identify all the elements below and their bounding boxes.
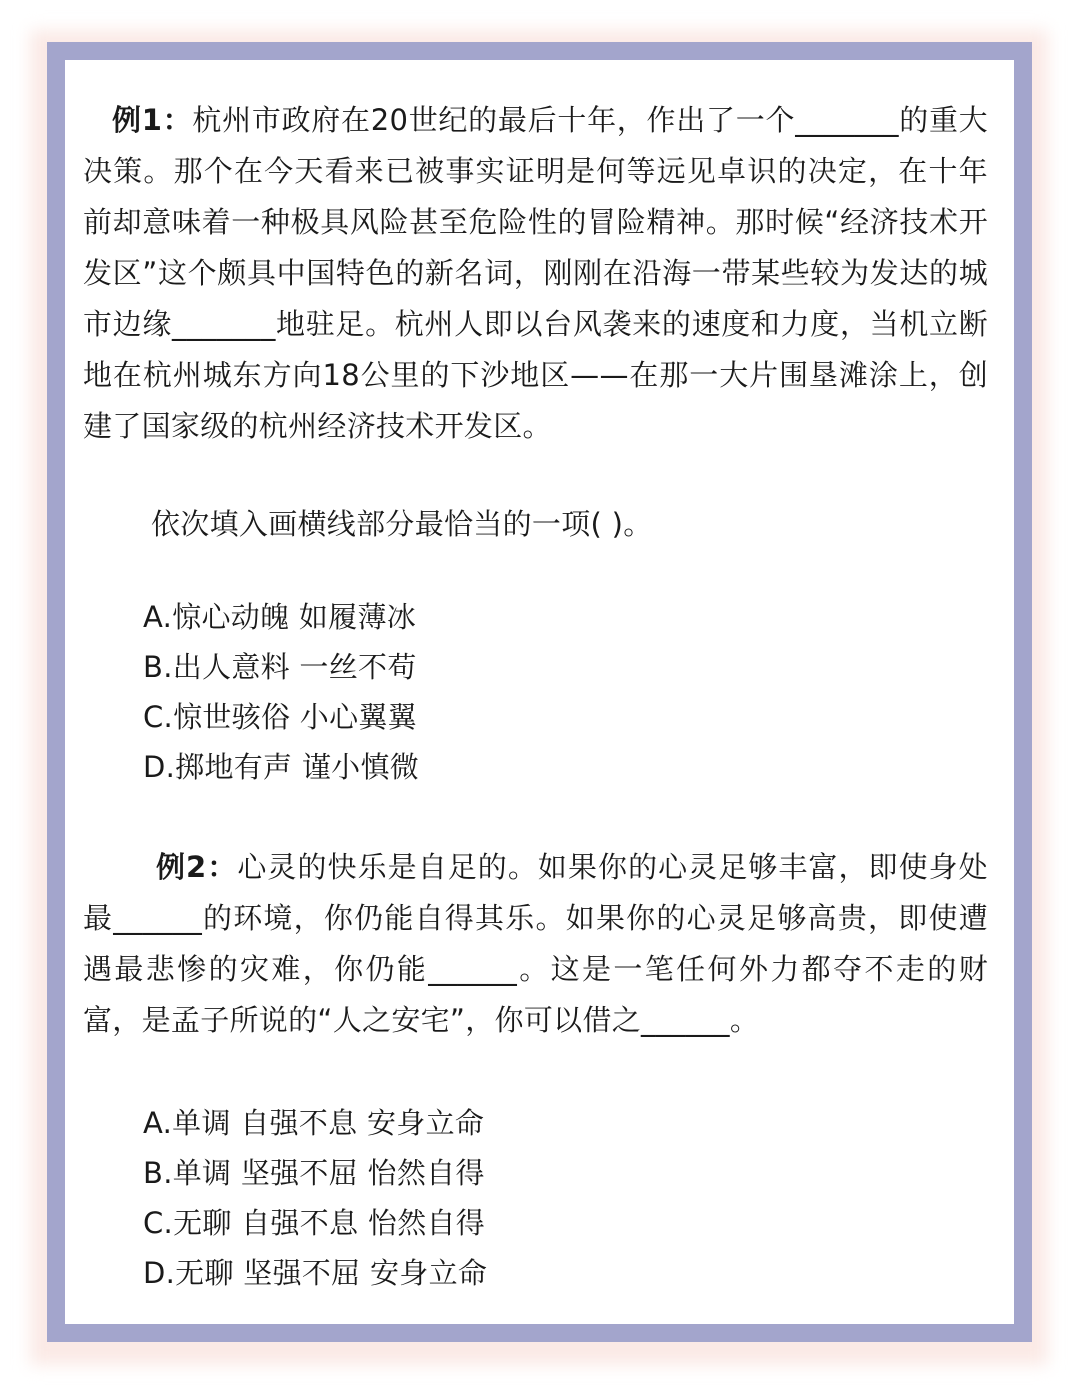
example2-paragraph <box>83 842 988 1046</box>
example1-label: 例1： <box>112 103 193 137</box>
example1-options <box>83 592 988 792</box>
example1-text: 杭州市政府在20世纪的最后十年，作出了一个_______的重大决策。那个在今天看来已被事实证明是何等远见卓识的决定，在十年前却意味着一种极具风险甚至危险性的冒险精神。那时候“经济技术开发区”这个颇具中国特色的新名词，刚刚在沿海一带某些较为发达的城市边缘_______地驻足。杭州人即以台风袭来的速度和力度，当机立断地在杭州城东方向18公里的下沙地区——在那一大片围垦滩涂上，创建了国家级的杭州经济技术开发区。 <box>83 103 988 443</box>
example2-options <box>83 1098 988 1298</box>
example1-prompt: 依次填入画横线部分最恰当的一项( )。 <box>151 507 653 541</box>
document-content <box>83 95 988 1298</box>
example1-option-c: C.惊世骇俗 小心翼翼 <box>143 700 417 734</box>
example2-option-b: B.单调 坚强不屈 怡然自得 <box>143 1156 485 1190</box>
example2-label: 例2： <box>156 850 238 884</box>
example1-option-b: B.出人意料 一丝不苟 <box>143 650 417 684</box>
example1-option-a: A.惊心动魄 如履薄冰 <box>143 600 417 634</box>
example2-option-d: D.无聊 坚强不屈 安身立命 <box>143 1256 488 1290</box>
example2-option-a: A.单调 自强不息 安身立命 <box>143 1106 485 1140</box>
example1-paragraph <box>83 95 988 452</box>
example1-option-d: D.掷地有声 谨小慎微 <box>143 750 420 784</box>
example2-option-c: C.无聊 自强不息 怡然自得 <box>143 1206 486 1240</box>
example2-text: 心灵的快乐是自足的。如果你的心灵足够丰富，即使身处最______的环境，你仍能自得其乐。如果你的心灵足够高贵，即使遭遇最悲惨的灾难，你仍能______。这是一笔任何外力都夺不走的财富，是孟子所说的“人之安宅”，你可以借之______。 <box>83 850 988 1037</box>
